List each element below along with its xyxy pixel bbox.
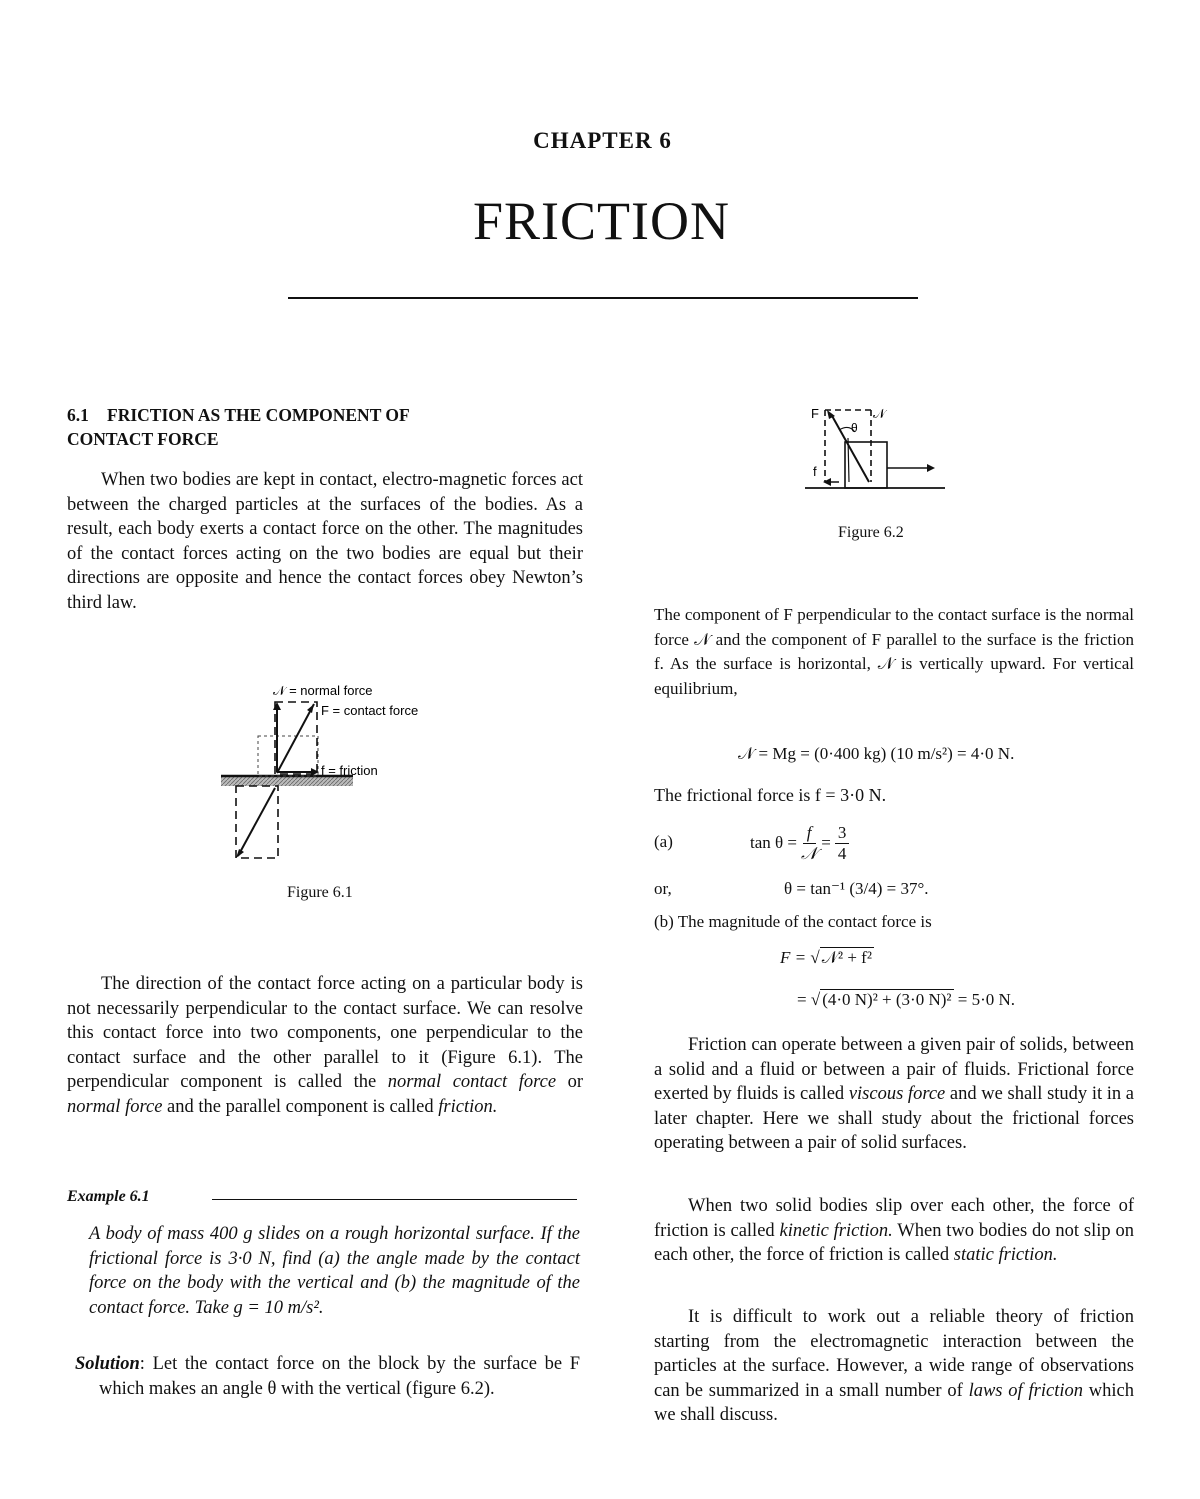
section-heading (67, 403, 583, 451)
chapter-title: FRICTION (472, 191, 730, 251)
right-paragraph-3: When two solid bodies slip over each other, the force of friction is called kinetic friction. When two bodies do not slip on each other, the force of friction is called static friction. (654, 1196, 1134, 1265)
sqrt-sign: √ (810, 990, 821, 1009)
chapter-number: CHAPTER 6 (533, 128, 672, 153)
part-a-equation: tan θ = f 𝒩 = $\frac{3}{4}$ (750, 820, 849, 866)
right-paragraph-1: The component of F perpendicular to the contact surface is the normal force 𝒩 and the component of F parallel to the surface is the friction f. As the surface is horizontal, 𝒩 is vertically upward. For vertical equilibrium, (654, 605, 1134, 698)
contact-force-arrow (831, 414, 869, 482)
sqrt-sign: √ (810, 948, 820, 967)
magnitude-equation-2: = √ (4·0 N)² + (3·0 N)² = 5·0 N. (797, 990, 1016, 1009)
reaction-force-arrow (238, 788, 275, 856)
label-theta: θ (851, 421, 858, 435)
left-paragraph-1: When two bodies are kept in contact, electro-magnetic forces act between the charged particles at the surfaces of the bodies. As a result, each body exerts a contact force on the other. The magnitudes of the contact forces acting on the two bodies are equal but their directions are opposite and hence the contact forces obey Newton’s third law. (67, 470, 583, 613)
part-a-label: (a) (654, 832, 673, 851)
contact-force-arrow (277, 704, 314, 773)
label-F: F (811, 406, 819, 421)
fraction-3-over-4: $\frac{3}{4}$ (835, 823, 850, 864)
block-outline (258, 736, 318, 776)
right-paragraph-4: It is difficult to work out a reliable theory of friction starting from the electromagnetic interaction between the particles at the surface. However, a wide range of observations can be summarized in a small number of laws of friction which we shall discuss. (654, 1307, 1134, 1425)
section-title-line1: FRICTION AS THE COMPONENT OF (107, 405, 410, 425)
right-paragraph-2: Friction can operate between a given pair of solids, between a solid and a fluid or between a pair of fluids. Frictional force exerted by fluids is called viscous force and we shall study it in a later chapter. Here we shall study about the frictional forces operating between a pair of solid surfaces. (654, 1035, 1134, 1153)
theta-equation: θ = tan⁻¹ (3/4) = 37°. (784, 879, 929, 898)
label-friction: f = friction (321, 763, 378, 778)
title-rule (288, 297, 918, 299)
label-N: 𝒩 (873, 406, 886, 421)
part-b-text: (b) The magnitude of the contact force is (654, 912, 932, 931)
example-text: A body of mass 400 g slides on a rough horizontal surface. If the frictional force is 3·0 N, find (a) the angle made by the contact force on the body with the vertical and (b) the magnitude of the contact force. Take g = 10 m/s². (89, 1224, 580, 1318)
example-rule (212, 1199, 577, 1200)
example-label: Example 6.1 (67, 1188, 150, 1205)
or-label: or, (654, 879, 672, 898)
figure-6-2 (805, 402, 950, 497)
solution-text: Solution: Let the contact force on the block by the surface be F which makes an angle θ with the vertical (figure 6.2). (75, 1354, 580, 1399)
equation-normal-force: 𝒩 = Mg = (0·400 kg) (10 m/s²) = 4·0 N. (738, 744, 1015, 763)
figure-6-1 (215, 680, 455, 870)
label-normal-force: 𝒩 = normal force (273, 683, 373, 698)
label-f: f (813, 464, 817, 479)
left-paragraph-2: The direction of the contact force acting on a particular body is not necessarily perpendicular to the contact surface. We can resolve this contact force into two components, one perpendicular to the contact surface and the other parallel to it (Figure 6.1). The perpendicular component is called the normal contact force or normal force and the parallel component is called friction. (67, 974, 583, 1117)
magnitude-equation-1: F = √ 𝒩² + f² (780, 948, 872, 967)
friction-value-line: The frictional force is f = 3·0 N. (654, 785, 887, 805)
section-title-line2: CONTACT FORCE (67, 429, 219, 449)
figure-6-1-caption: Figure 6.1 (287, 884, 353, 901)
label-contact-force: F = contact force (321, 703, 419, 718)
section-number: 6.1 (67, 405, 89, 425)
figure-6-2-caption: Figure 6.2 (838, 524, 904, 541)
fraction-f-over-n: f 𝒩 (801, 822, 818, 863)
